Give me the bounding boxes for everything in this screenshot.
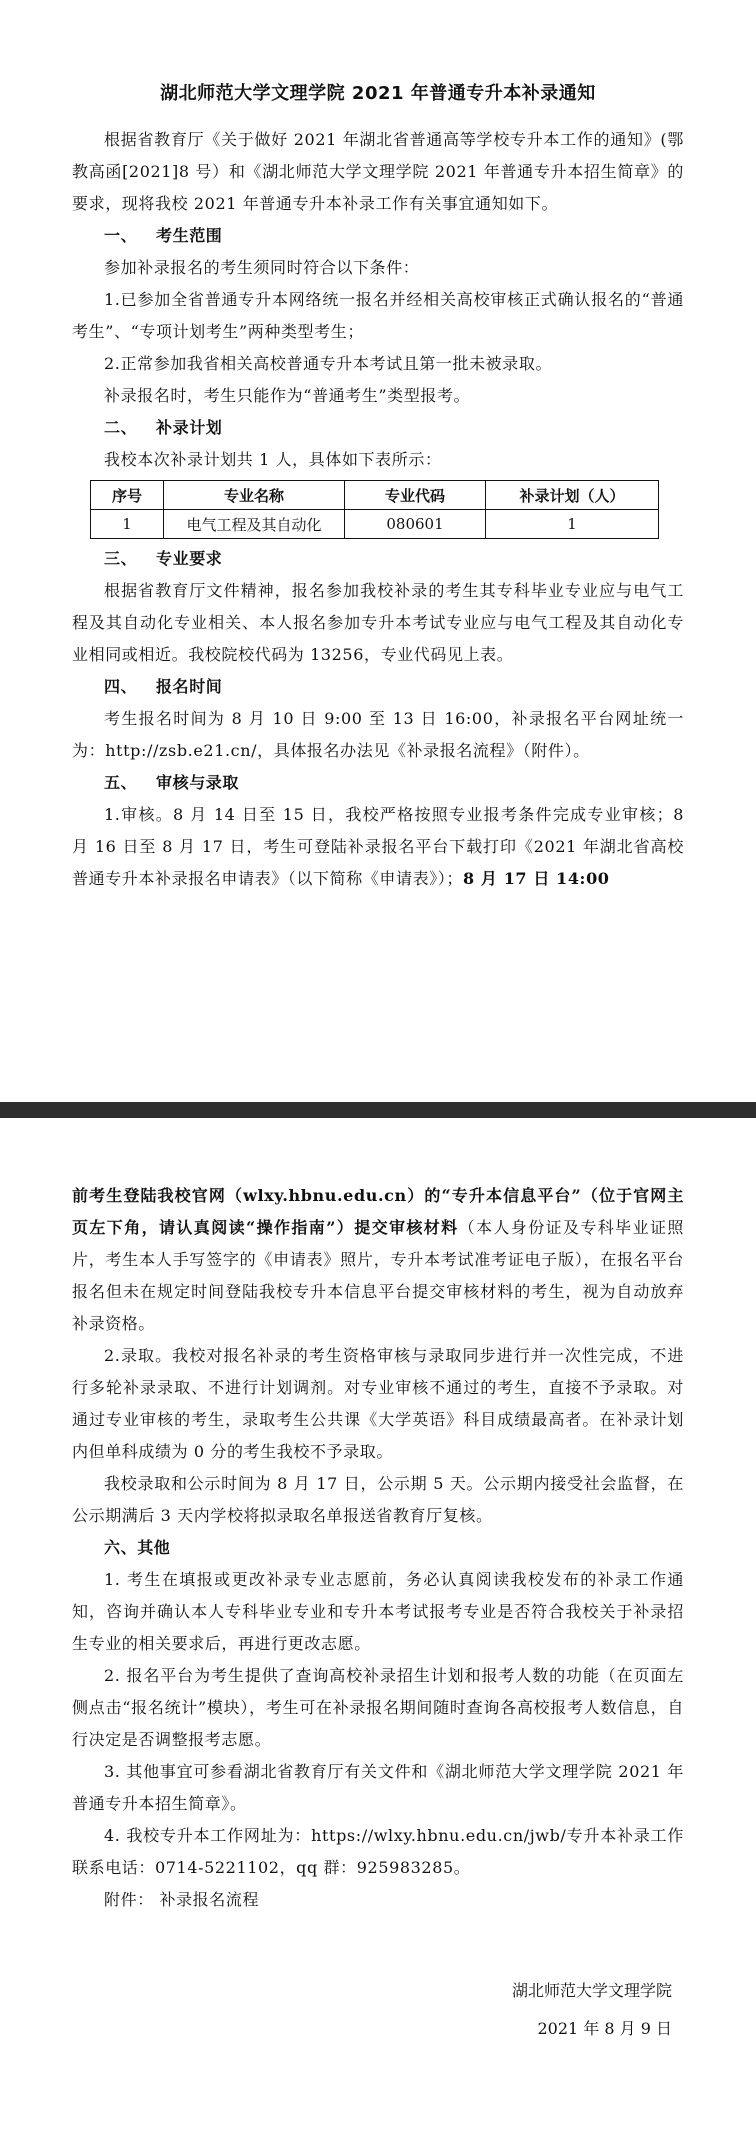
sec5-materials-text: （本人身份证及专科毕业证照片，考生本人手写签字的《申请表》照片，专升本考试准考证电子版），在报名平台报名但未在规定时间登陆我校专升本信息平台提交审核材料的考生，视为自动放弃补录资格。 xyxy=(72,1218,684,1333)
table-header-cell: 专业代码 xyxy=(345,481,486,510)
section-number: 六、 xyxy=(104,1538,138,1557)
section-title: 审核与录取 xyxy=(156,773,240,792)
sec5-item-1-part-1 xyxy=(72,799,684,895)
table-header-cell: 补录计划（人） xyxy=(486,481,659,510)
attachment-line: 附件： 补录报名流程 xyxy=(104,1890,260,1909)
table-cell: 1 xyxy=(91,510,164,539)
table-cell: 电气工程及其自动化 xyxy=(164,510,345,539)
document-title: 湖北师范大学文理学院 2021 年普通专升本补录通知 xyxy=(160,83,596,104)
section-number: 一、 xyxy=(104,226,138,245)
sec5-item-1-part-2 xyxy=(72,1180,684,1340)
sec1-note: 补录报名时，考生只能作为“普通考生”类型报考。 xyxy=(104,386,471,405)
section-number: 二、 xyxy=(104,418,138,437)
sec3-text: 根据省教育厅文件精神，报名参加我校补录的考生其专科毕业专业应与电气工程及其自动化专业相关、本人报名参加专升本考试专业应与电气工程及其自动化专业相同或相近。我校院校代码为 13256，专业代码见上表。 xyxy=(72,581,684,664)
table-cell: 1 xyxy=(486,510,659,539)
sec1-item-2: 2.正常参加我省相关高校普通专升本考试且第一批未被录取。 xyxy=(104,354,553,373)
section-title: 考生范围 xyxy=(156,226,223,245)
section-title: 专业要求 xyxy=(156,549,223,568)
section-number: 三、 xyxy=(104,549,138,568)
sec5-item-2: 2.录取。我校对报名补录的考生资格审核与录取同步进行并一次性完成，不进行多轮补录录取、不进行计划调剂。对专业审核不通过的考生，直接不予录取。对通过专业审核的考生，录取考生公共课《大学英语》科目成绩最高者。在补录计划内但单科成绩为 0 分的考生我校不予录取。 xyxy=(72,1346,684,1461)
section-title: 报名时间 xyxy=(156,677,223,696)
table-header-cell: 序号 xyxy=(91,481,164,510)
section-1-heading xyxy=(72,220,684,252)
sec6-item-2: 2. 报名平台为考生提供了查询高校补录招生计划和报考人数的功能（在页面左侧点击“报名统计”模块），考生可在补录报名期间随时查询各高校报考人数信息，自行决定是否调整报考志愿。 xyxy=(72,1666,684,1749)
section-number: 五、 xyxy=(104,773,138,792)
sec4-text: 考生报名时间为 8 月 10 日 9:00 至 13 日 16:00，补录报名平台网址统一为：http://zsb.e21.cn/，具体报名办法见《补录报名流程》（附件）。 xyxy=(72,709,684,760)
section-6-heading xyxy=(72,1532,684,1564)
enrollment-plan-table xyxy=(90,480,659,539)
sec2-lead: 我校本次补录计划共 1 人，具体如下表所示： xyxy=(104,450,442,469)
section-2-heading xyxy=(72,412,684,444)
section-4-heading xyxy=(72,671,684,703)
sec1-lead: 参加补录报名的考生须同时符合以下条件： xyxy=(104,258,420,277)
table-cell: 080601 xyxy=(345,510,486,539)
section-3-heading xyxy=(72,543,684,575)
table-row xyxy=(91,510,659,539)
document-page-2 xyxy=(0,1118,756,2156)
sec5-item-1-text: 1.审核。8 月 14 日至 15 日，我校严格按照专业报考条件完成专业审核；8 月 16 日至 8 月 17 日，考生可登陆补录报名平台下载打印《2021 年湖北省高校普通专升本补录报名申请表》（以下简称《申请表》）； xyxy=(72,805,684,888)
section-title: 其他 xyxy=(137,1538,171,1557)
section-number: 四、 xyxy=(104,677,138,696)
table-header-row xyxy=(91,481,659,510)
intro-paragraph: 根据省教育厅《关于做好 2021 年湖北省普通高等学校专升本工作的通知》(鄂教高函[2021]8 号）和《湖北师范大学文理学院 2021 年普通专升本招生简章》的要求，现将我校 2021 年普通专升本补录工作有关事宜通知如下。 xyxy=(72,130,684,213)
table-header-cell: 专业名称 xyxy=(164,481,345,510)
sec5-deadline: 8 月 17 日 14:00 xyxy=(463,869,610,888)
page-divider xyxy=(0,1102,756,1118)
section-title: 补录计划 xyxy=(156,418,223,437)
sec6-item-4: 4. 我校专升本工作网址为：https://wlxy.hbnu.edu.cn/jwb/专升本补录工作联系电话：0714-5221102，qq 群：925983285。 xyxy=(72,1826,684,1877)
sec5-publicity: 我校录取和公示时间为 8 月 17 日，公示期 5 天。公示期内接受社会监督，在公示期满后 3 天内学校将拟录取名单报送省教育厅复核。 xyxy=(72,1474,684,1525)
sec1-item-1: 1.已参加全省普通专升本网络统一报名并经相关高校审核正式确认报名的“普通考生”、“专项计划考生”两种类型考生； xyxy=(72,290,684,341)
signature-date: 2021 年 8 月 9 日 xyxy=(537,2019,672,2038)
sec6-item-3: 3. 其他事宜可参看湖北省教育厅有关文件和《湖北师范大学文理学院 2021 年普通专升本招生简章》。 xyxy=(72,1762,684,1813)
sec6-item-1: 1. 考生在填报或更改补录专业志愿前，务必认真阅读我校发布的补录工作通知，咨询并确认本人专科毕业专业和专升本考试报考专业是否符合我校关于补录招生专业的相关要求后，再进行更改志愿。 xyxy=(72,1570,684,1653)
section-5-heading xyxy=(72,767,684,799)
sec5-submission-instruction: 前考生登陆我校官网（wlxy.hbnu.edu.cn）的“专升本信息平台”（位于官网主页左下角，请认真阅读“操作指南”）提交审核材料 xyxy=(72,1186,684,1237)
signature-org: 湖北师范大学文理学院 xyxy=(511,1981,672,2000)
